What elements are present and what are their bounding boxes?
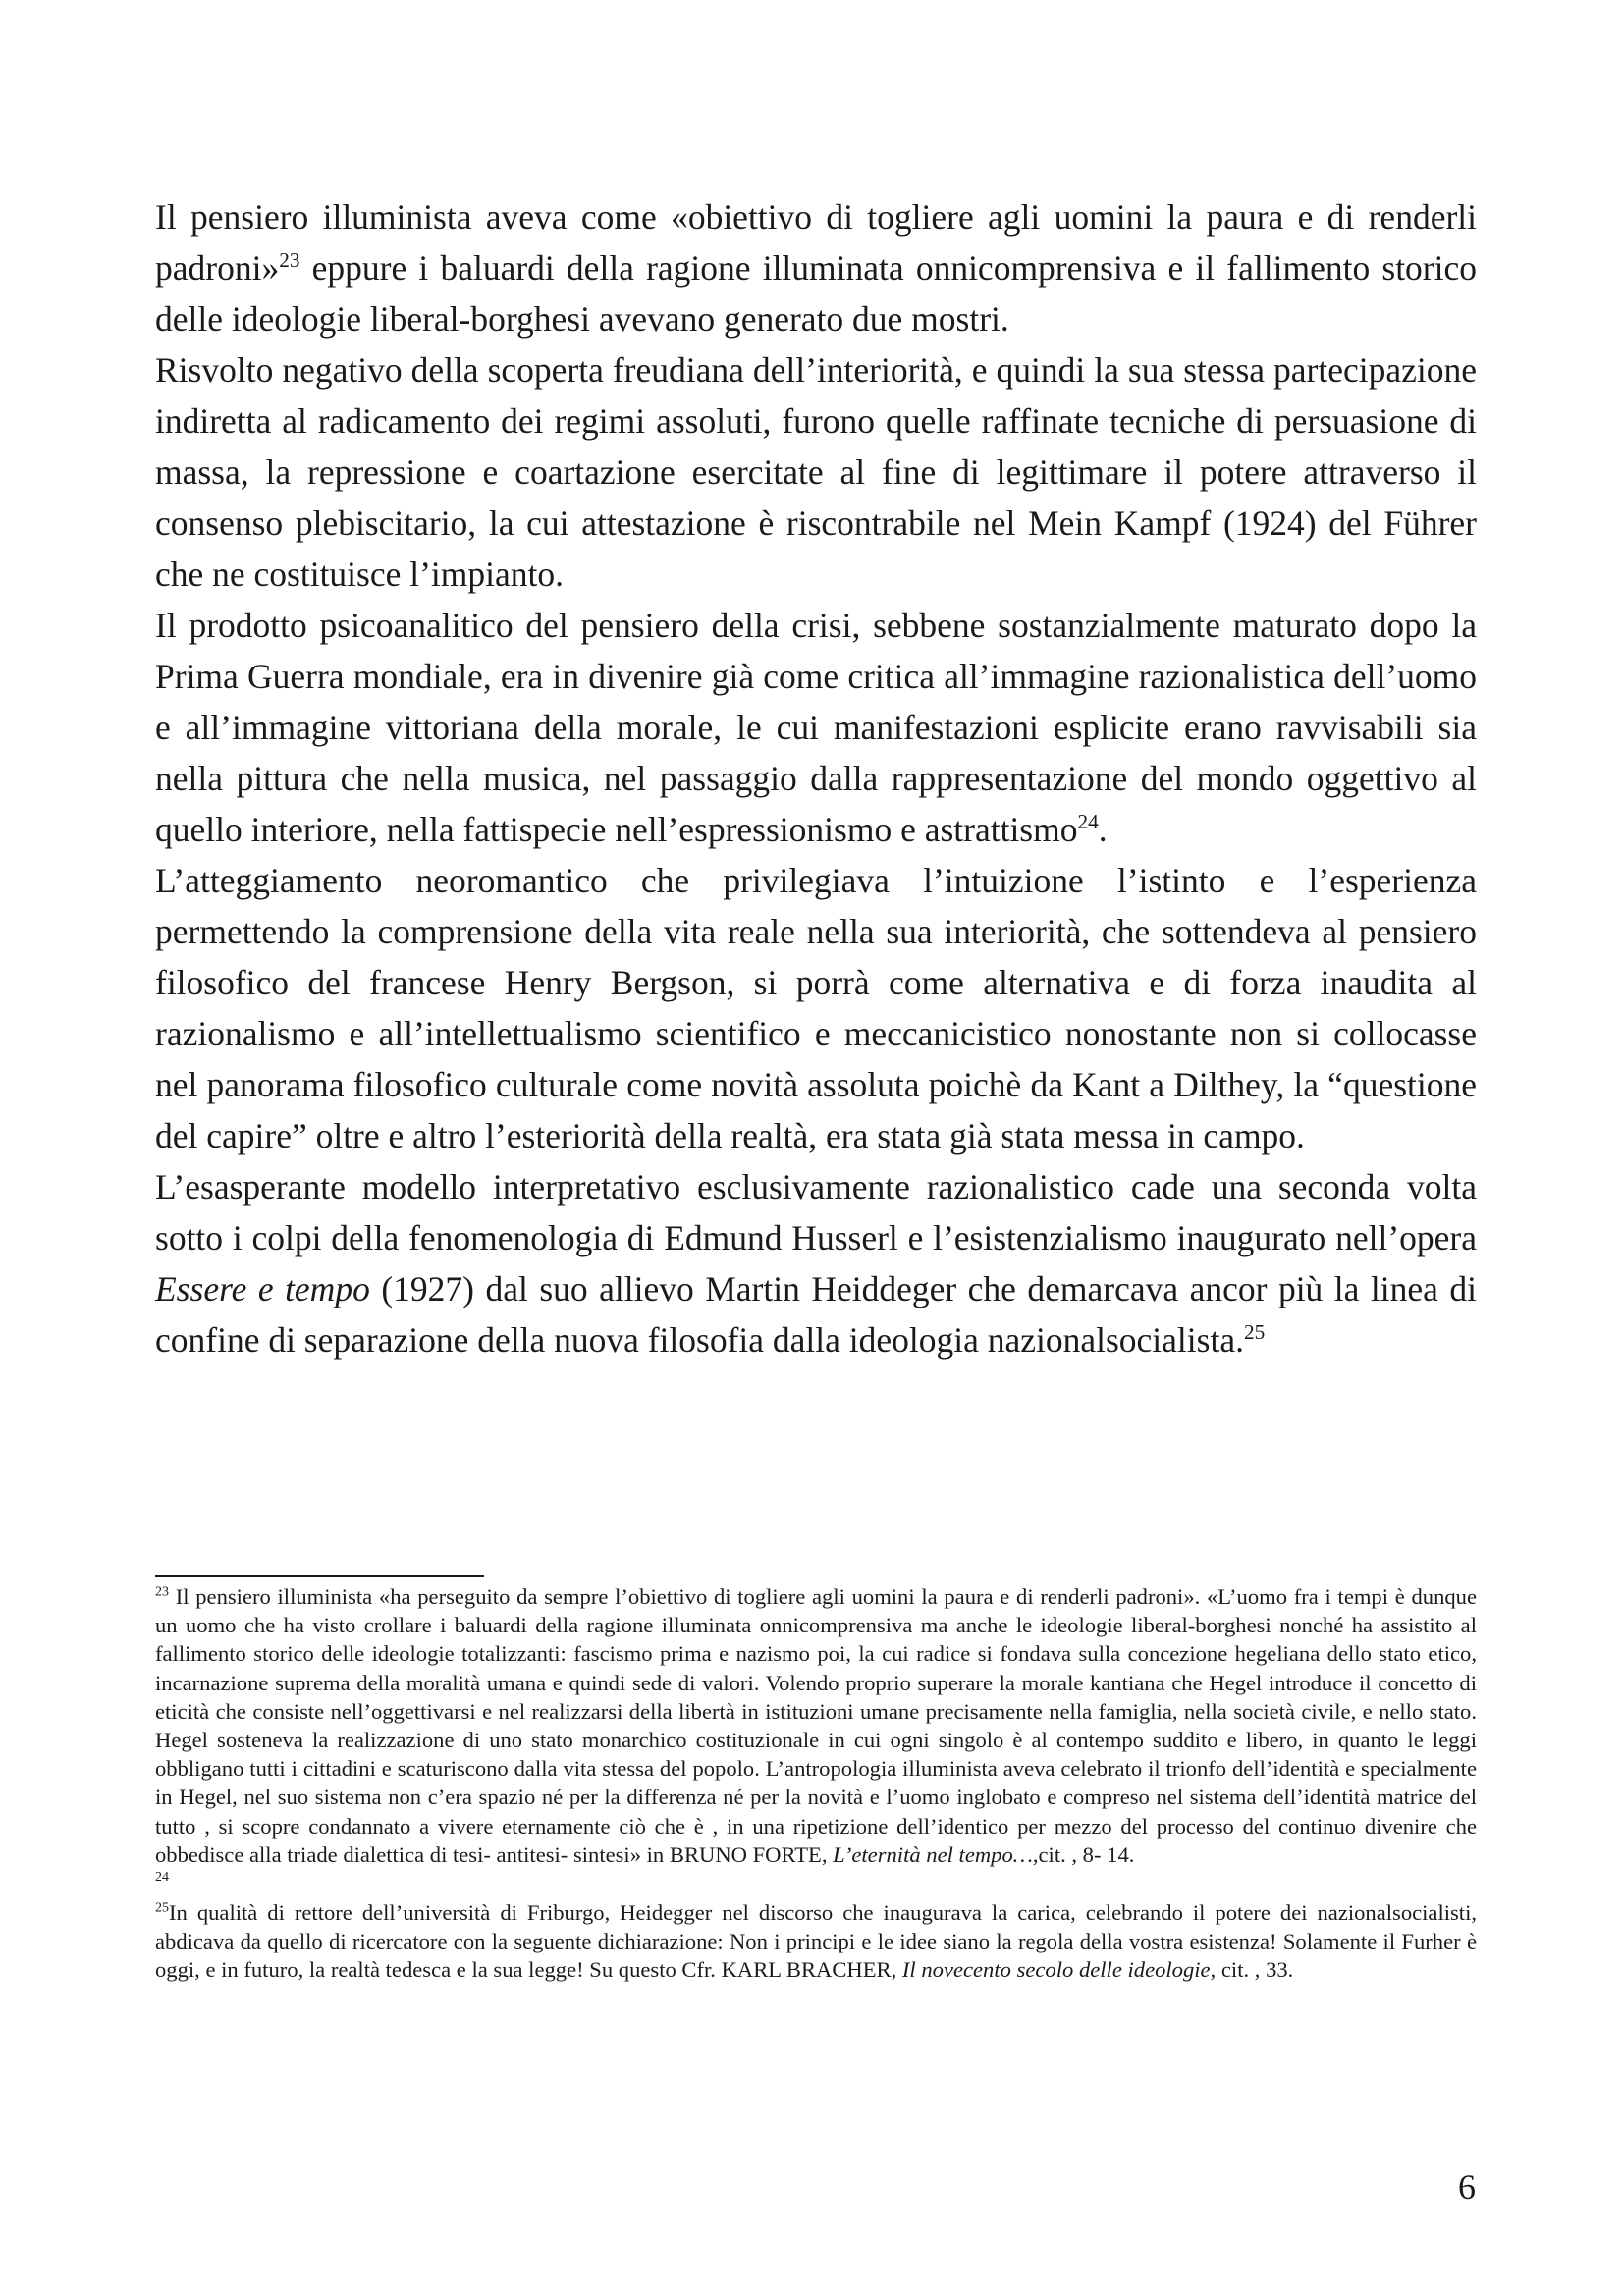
- paragraph-4: L’atteggiamento neoromantico che privilegiava l’intuizione l’istinto e l’esperienza permettendo la comprensione della vita reale nella sua interiorità, che sottendeva al pensiero filosofico del francese Henry Bergson, si porrà come alternativa e di forza inaudita al razionalismo e all’intellettualismo scientifico e meccanicistico nonostante non si collocasse nel panorama filosofico culturale come novità assoluta poichè da Kant a Dilthey, la “questione del capire” oltre e altro l’esteriorità della realtà, era stata già stata messa in campo.: [155, 861, 1477, 1155]
- footnote-number: 25: [155, 1900, 169, 1916]
- cited-title: Il novecento secolo delle ideologie: [901, 1957, 1211, 1983]
- footnote-ref-23[interactable]: 23: [279, 248, 300, 273]
- main-text: [155, 191, 1477, 1365]
- page-number: 6: [1458, 2167, 1476, 2207]
- book-title: Essere e tempo: [155, 1269, 370, 1308]
- footnote-ref-25[interactable]: 25: [1243, 1320, 1266, 1345]
- footnote-ref-24[interactable]: 24: [1077, 810, 1099, 834]
- paragraph-3: Il prodotto psicoanalitico del pensiero della crisi, sebbene sostanzialmente maturato dopo la Prima Guerra mondiale, era in divenire già come critica all’immagine razionalistica dell’uomo e all’immagine vittoriana della morale, le cui manifestazioni esplicite erano ravvisabili sia nella pittura che nella musica, nel passaggio dalla rappresentazione del mondo oggettivo al quello interiore, nella fattispecie nell’espressionismo e astrattismo$^{24}$.: [155, 606, 1477, 849]
- footnote-separator: [155, 1575, 484, 1577]
- paragraph-1: Il pensiero illuminista aveva come «obiettivo di togliere agli uomini la paura e di renderli padroni»$^{23}$ eppure i baluardi della ragione illuminata onnicomprensiva e il fallimento storico delle ideologie liberal-borghesi avevano generato due mostri.: [155, 197, 1477, 339]
- cited-title: L’eternità nel tempo…: [833, 1842, 1033, 1867]
- paragraph-2: Risvolto negativo della scoperta freudiana dell’interiorità, e quindi la sua stessa partecipazione indiretta al radicamento dei regimi assoluti, furono quelle raffinate tecniche di persuasione di massa, la repressione e coartazione esercitate al fine di legittimare il potere attraverso il consenso plebiscitario, la cui attestazione è riscontrabile nel Mein Kampf (1924) del Führer che ne costituisce l’impianto.: [155, 350, 1477, 594]
- footnote-number: 24: [155, 1870, 169, 1886]
- footnote-gap: [155, 1887, 1477, 1898]
- footnote-23: $^{23}$ Il pensiero illuminista «ha perseguito da sempre l’obiettivo di togliere agli uomini la paura e di renderli padroni». «L’uomo fra i tempi è dunque un uomo che ha visto crollare i baluardi della ragione illuminata onnicomprensiva ma anche le ideologie liberal-borghesi nonché ha assistito al fallimento storico delle ideologie totalizzanti: fascismo prima e nazismo poi, la cui radice si fondava sulla concezione hegeliana dello stato etico, incarnazione suprema della moralità umana e quindi sede di valori. Volendo proprio superare la morale kantiana che Hegel introduce il concetto di eticità che consiste nell’oggettivarsi e nel realizzarsi della libertà in istituzioni umane precisamente nella famiglia, nella società civile, e nello stato. Hegel sosteneva la realizzazione di uno stato monarchico costituzionale in cui ogni singolo è al contempo suddito e libero, in quanto le leggi obbligano tutti i cittadini e scaturiscono dalla vita stessa del popolo. L’antropologia illuminista aveva celebrato il trionfo dell’identità e specialmente in Hegel, nel suo sistema non c’era spazio né per la differenza né per la novità e l’uomo inglobato e compreso nel sistema dell’identità matrice del tutto , si scopre condannato a vivere eternamente ciò che è , in una ripetizione dell’identico per mezzo del processo del continuo divenire che obbedisce alla triade dialettica di tesi- antitesi- sintesi» in BRUNO FORTE, L’eternità nel tempo…,cit. , 8- 14.: [155, 1584, 1477, 1867]
- footnotes: [155, 1582, 1477, 1985]
- footnote-number: 23: [155, 1584, 169, 1600]
- footnote-25: $^{25}$In qualità di rettore dell’università di Friburgo, Heidegger nel discorso che inaugurava la carica, celebrando il potere dei nazionalsocialisti, abdicava da quello di ricercatore con la seguente dichiarazione: Non i principi e le idee siano la regola della vostra esistenza! Solamente il Furher è oggi, e in futuro, la realtà tedesca e la sua legge! Su questo Cfr. KARL BRACHER, Il novecento secolo delle ideologie, cit. , 33.: [155, 1900, 1477, 1983]
- footnote-24: [155, 1869, 1477, 1887]
- paragraph-5: L’esasperante modello interpretativo esclusivamente razionalistico cade una seconda volta sotto i colpi della fenomenologia di Edmund Husserl e l’esistenzialismo inaugurato nell’opera Essere e tempo (1927) dal suo allievo Martin Heiddeger che demarcava ancor più la linea di confine di separazione della nuova filosofia dalla ideologia nazionalsocialista.$^{25}$: [155, 1167, 1477, 1360]
